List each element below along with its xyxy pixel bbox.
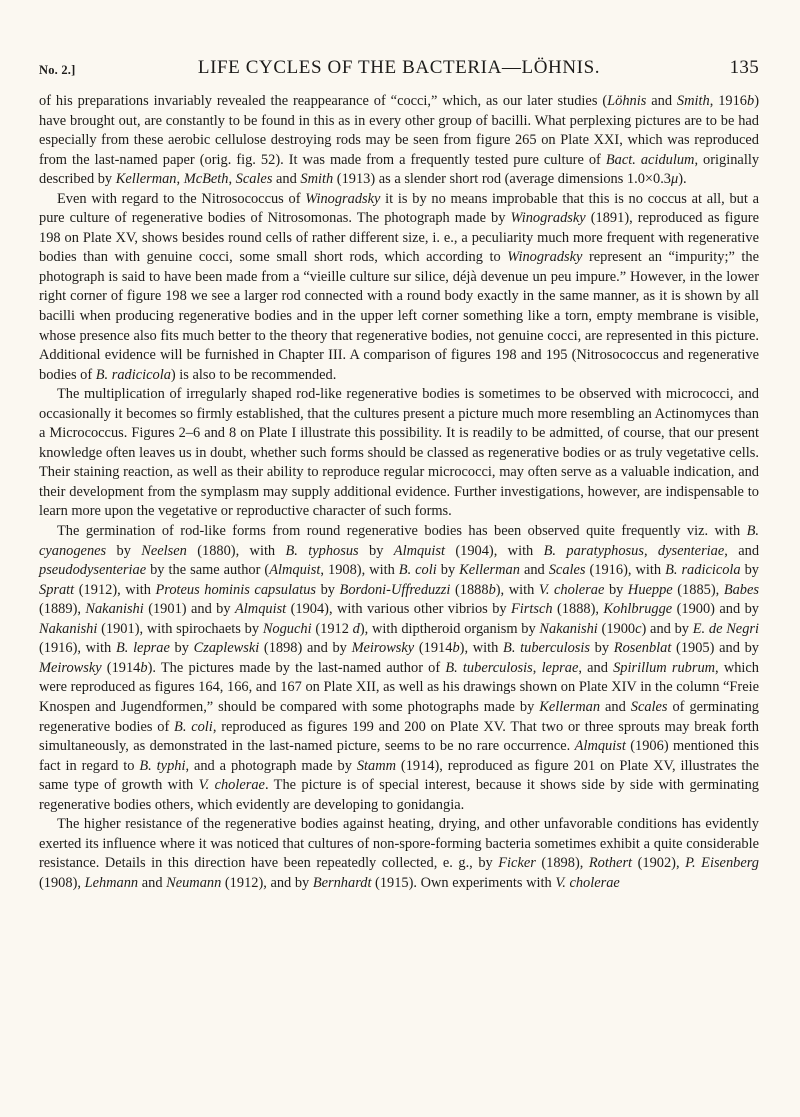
paragraph-4: The germination of rod-like forms from round regenerative bodies has been observed quite frequently viz. with B. cyanogenes by Neelsen (1880), with B. typhosus by Almquist (1904), with B. paratyphosus, dysenteriae, and pseudodysenteriae by the same author (Almquist, 1908), with B. coli by Kellerman and Scales (1916), with B. radicicola by Spratt (1912), with Proteus hominis capsulatus by Bordoni-Uffreduzzi (1888b), with V. cholerae by Hueppe (1885), Babes (1889), Nakanishi (1901) and by Almquist (1904), with various other vibrios by Firtsch (1888), Kohlbrugge (1900) and by Nakanishi (1901), with spirochaets by Noguchi (1912 d), with diptheroid organism by Nakanishi (1900c) and by E. de Negri (1916), with B. leprae by Czaplewski (1898) and by Meirowsky (1914b), with B. tuberculosis by Rosenblat (1905) and by Meirowsky (1914b). The pictures made by the last-named author of B. tuberculosis, leprae, and Spirillum rubrum, which were reproduced as figures 164, 166, and 167 on Plate XII, as well as his drawings shown on Plate XIV in the column “Freie Knospen and Jugendformen,” should be compared with some photographs made by Kellerman and Scales of germinating regenerative bodies of B. coli, reproduced as figures 199 and 200 on Plate XV. That two or three sprouts may break forth simultaneously, as demonstrated in the last-named picture, seems to be no rare occurrence. Almquist (1906) mentioned this fact in regard to B. typhi, and a photograph made by Stamm (1914), reproduced as figure 201 on Plate XV, illustrates the same type of growth with V. cholerae. The picture is of special interest, because it shows side by side with germinating regenerative bodies others, which evidently are developing to gonidangia. [39,523,760,813]
paragraph-5: The higher resistance of the regenerative bodies against heating, drying, and other unfavorable conditions has evidently exerted its influence where it was noticed that cultures of non-spore-forming bacteria sometimes exhibit a quite considerable resistance. Details in this direction have been repeatedly collected, e. g., by Ficker (1898), Rothert (1902), P. Eisenberg (1908), Lehmann and Neumann (1912), and by Bernhardt (1915). Own experiments with V. cholerae [39,816,759,891]
paragraph-3: The multiplication of irregularly shaped rod-like regenerative bodies is sometimes to be observed with micrococci, and occasionally it becomes so firmly established, that the cultures present a picture much more resembling an Actinomyces than a Micrococcus. Figures 2–6 and 8 on Plate I illustrate this possibility. It is readily to be admitted, of course, that our present knowledge often leaves us in doubt, whether such forms should be classed as regenerative bodies or as truly vegetative cells. Their staining reaction, as well as their ability to reproduce regular micrococci, may often serve as a valuable indication, and their development from the symplasm may supply additional evidence. Further investigations, however, are indispensable to learn more upon the vegetative or reproductive character of such forms. [39,386,759,520]
paragraph-2: Even with regard to the Nitrosococcus of Winogradsky it is by no means improbable that this is no coccus at all, but a pure culture of regenerative bodies of Nitrosomonas. The photograph made by Winogradsky (1891), reproduced as figure 198 on Plate XV, shows besides round cells of rather different size, i. e., a peculiarity much more frequent with regenerative bodies than with genuine cocci, some small short rods, which according to Winogradsky represent an “impurity;” the photograph is said to have been made from a “vieille culture sur silice, déjà devenue un peu impure.” However, in the lower right corner of figure 198 we see a larger rod connected with a round body exactly in the same manner, as it is shown by all bacilli when producing regenerative bodies and in the upper left corner something like a torn, empty membrane is visible, whose presence also fits much better to the theory that regenerative bodies, not genuine cocci, are represented in this picture. Additional evidence will be furnished in Chapter III. A comparison of figures 198 and 195 (Nitrosococcus and regenerative bodies of B. radicicola) is also to be recommended. [39,190,759,383]
body-text [39,92,759,893]
page-number: 135 [729,57,759,78]
running-title: LIFE CYCLES OF THE BACTERIA—LÖHNIS. [197,57,601,78]
paragraph-1: of his preparations invariably revealed the reappearance of “cocci,” which, as our later studies (Löhnis and Smith, 1916b) have brought out, are constantly to be found in this as in every other group of bacilli. What perplexing pictures are to be had especially from these aerobic cellulose destroying rods may be seen from figure 265 on Plate XXI, which was reproduced from the last-named paper (orig. fig. 52). It was made from a frequently tested pure culture of Bact. acidulum, originally described by Kellerman, McBeth, Scales and Smith (1913) as a slender short rod (average dimensions 1.0×0.3μ). [39,93,760,188]
running-header [39,0,759,92]
issue-number: No. 2.] [39,63,76,77]
